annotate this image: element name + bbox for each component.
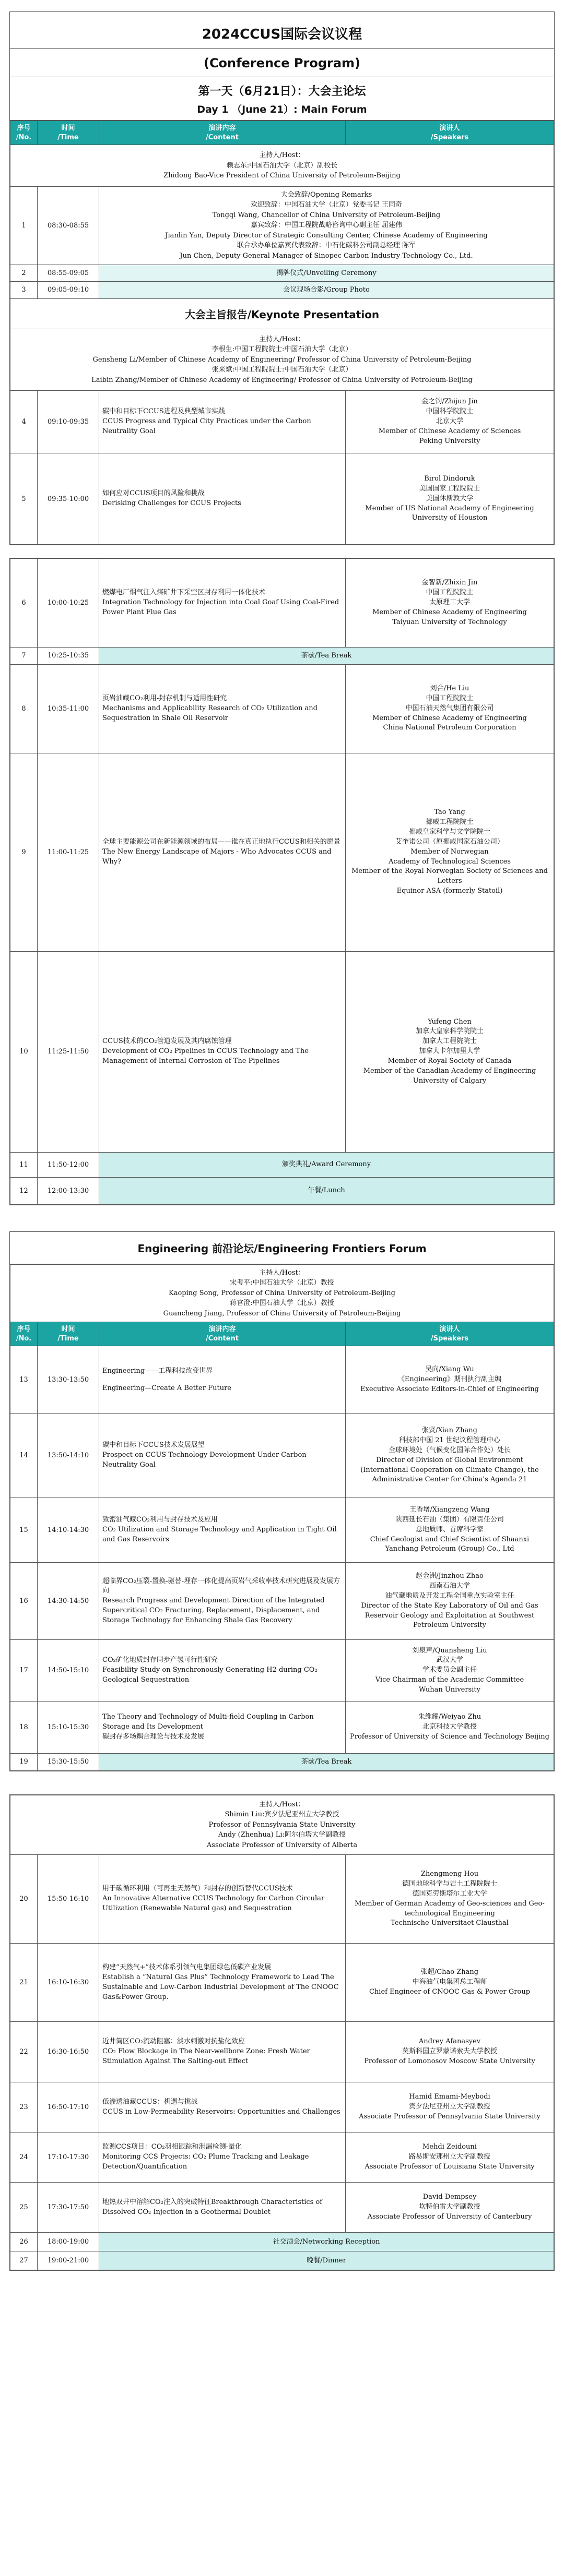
- row-time: 16:10-16:30: [38, 1944, 99, 2022]
- row-number: 27: [10, 2251, 38, 2270]
- day-subtitle: Day 1 （June 21）: Main Forum: [10, 101, 554, 121]
- row-time: 11:25-11:50: [38, 951, 99, 1152]
- row-number: 11: [10, 1152, 38, 1177]
- row-number: 4: [10, 391, 38, 453]
- row-time: 08:30-08:55: [38, 186, 99, 265]
- row-number: 7: [10, 648, 38, 665]
- table-row: [10, 186, 554, 265]
- talk-content: CO₂矿化地质封存同步产氢可行性研究 Feasibility Study on Synchronously Generating H2 during CO₂ Geological Sequestration: [99, 1640, 346, 1702]
- row-number: 25: [10, 2183, 38, 2233]
- table-row: [10, 1944, 554, 2022]
- host-row: [10, 1795, 554, 1855]
- row-number: 19: [10, 1754, 38, 1771]
- award-ceremony-cell: 颁奖典礼/Award Ceremony: [99, 1152, 554, 1177]
- row-time: 10:00-10:25: [38, 559, 99, 648]
- talk-content: 近井筒区CO₂流动阻塞：淡水刺激对抗盐化效应 CO₂ Flow Blockage in The Near-wellbore Zone: Fresh Water Stimulation Against The Salting-out Effect: [99, 2022, 346, 2082]
- event-cell: 揭牌仪式/Unveiling Ceremony: [99, 265, 554, 282]
- row-time: 14:30-14:50: [38, 1563, 99, 1640]
- talk-speaker: Andrey Afanasyev 莫斯科国立罗蒙诺索夫大学教授 Professor of Lomonosov Moscow State University: [346, 2022, 554, 2082]
- page-title: 2024CCUS国际会议议程: [10, 12, 554, 49]
- table-header-row: [10, 121, 554, 145]
- table-row: [10, 1152, 554, 1177]
- talk-speaker: David Dempsey 坎特伯雷大学副教授 Associate Professor of University of Canterbury: [346, 2183, 554, 2233]
- table-row: [10, 1177, 554, 1204]
- talk-speaker: Hamid Emami-Meybodi 宾夕法尼亚州立大学副教授 Associate Professor of Pennsylvania State University: [346, 2082, 554, 2132]
- talk-speaker: 吴向/Xiang Wu 《Engineering》期刊执行副主编 Executive Associate Editors-in-Chief of Engineering: [346, 1346, 554, 1414]
- row-number: 6: [10, 559, 38, 648]
- talk-content: Engineering——工程科技改变世界 Engineering—Create A Better Future: [99, 1346, 346, 1414]
- program-block-main: [9, 11, 555, 545]
- column-header-time: 时间 /Time: [38, 1322, 99, 1346]
- table-row: [10, 664, 554, 753]
- table-row: [10, 951, 554, 1152]
- talk-content: 碳中和目标下CCUS技术发展展望 Prospect on CCUS Technology Development Under Carbon Neutrality Goal: [99, 1414, 346, 1497]
- row-time: 19:00-21:00: [38, 2251, 99, 2270]
- table-row: [10, 265, 554, 282]
- row-time: 13:30-13:50: [38, 1346, 99, 1414]
- row-number: 14: [10, 1414, 38, 1497]
- column-header-time: 时间 /Time: [38, 121, 99, 145]
- host-row: [10, 1264, 554, 1322]
- talk-content: 碳中和目标下CCUS进程及典型城市实践 CCUS Progress and Typical City Practices under the Carbon Neutrality Goal: [99, 391, 346, 453]
- row-time: 16:50-17:10: [38, 2082, 99, 2132]
- row-time: 14:10-14:30: [38, 1497, 99, 1563]
- row-time: 09:35-10:00: [38, 453, 99, 545]
- table-row: [10, 1497, 554, 1563]
- row-number: 10: [10, 951, 38, 1152]
- talk-speaker: 赵金洲/Jinzhou Zhao 西南石油大学 油气藏地质及开发工程全国重点实验室主任 Director of the State Key Laboratory of Oil and Gas Reservoir Geology and Exploitation at Southwest Petroleum University: [346, 1563, 554, 1640]
- talk-content: 页岩油藏CO₂利用-封存机制与适用性研究 Mechanisms and Applicability Research of CO₂ Utilization and Sequestration in Shale Oil Reservoir: [99, 664, 346, 753]
- talk-content: 用于碳循环利用（可再生天然气）和封存的创新替代CCUS技术 An Innovative Alternative CCUS Technology for Carbon Circular Utilization (Renewable Natural gas) and Sequestration: [99, 1855, 346, 1944]
- schedule-table-2: [10, 558, 554, 1205]
- row-number: 2: [10, 265, 38, 282]
- talk-speaker: Mehdi Zeidouni 路易斯安那州立大学副教授 Associate Professor of Louisiana State University: [346, 2132, 554, 2183]
- table-row: [10, 559, 554, 648]
- row-number: 24: [10, 2132, 38, 2183]
- program-block-frontier: [9, 1231, 555, 1771]
- dinner-cell: 晚餐/Dinner: [99, 2251, 554, 2270]
- lunch-cell: 午餐/Lunch: [99, 1177, 554, 1204]
- row-time: 15:30-15:50: [38, 1754, 99, 1771]
- column-header-content: 演讲内容 /Content: [99, 1322, 346, 1346]
- table-row: [10, 1754, 554, 1771]
- row-number: 1: [10, 186, 38, 265]
- row-number: 26: [10, 2233, 38, 2251]
- talk-content: CCUS技术的CO₂管道发展及其内腐蚀管理 Development of CO₂ Pipelines in CCUS Technology and The Management of Internal Corrosion of The Pipelines: [99, 951, 346, 1152]
- talk-speaker: 金之钧/Zhijun Jin 中国科学院院士 北京大学 Member of Chinese Academy of Sciences Peking University: [346, 391, 554, 453]
- table-row: [10, 648, 554, 665]
- row-time: 18:00-19:00: [38, 2233, 99, 2251]
- talk-content: 致密油气藏CO₂利用与封存技术及应用 CO₂ Utilization and Storage Technology and Application in Tight Oil and Gas Reservoirs: [99, 1497, 346, 1563]
- row-number: 23: [10, 2082, 38, 2132]
- table-row: [10, 2082, 554, 2132]
- table-row: [10, 1855, 554, 1944]
- talk-speaker: Tao Yang 挪威工程院院士 挪威皇家科学与文学院院士 艾奎诺公司（原挪威国家石油公司） Member of Norwegian Academy of Technological Sciences Member of the Royal Norwegian Society of Sciences and Letters Equinor ASA (formerly Statoil): [346, 753, 554, 951]
- day-title: 第一天（6月21日）：大会主论坛: [198, 85, 366, 98]
- keynote-section-title: 大会主旨报告/Keynote Presentation: [10, 298, 554, 329]
- talk-speaker: 王香增/Xiangzeng Wang 陕西延长石油（集团）有限责任公司 总地质师、首席科学家 Chief Geologist and Chief Scientist of Shaanxi Yanchang Petroleum (Group) Co., Ltd: [346, 1497, 554, 1563]
- talk-content: 如何应对CCUS项目的风险和挑战 Derisking Challenges for CCUS Projects: [99, 453, 346, 545]
- talk-speaker: 张贤/Xian Zhang 科技部中国 21 世纪议程管理中心 全球环境处（气候变化国际合作处）处长 Director of Division of Global Environment (International Cooperation on Climate Change), the Administrative Center for China's Agenda 21: [346, 1414, 554, 1497]
- table-row: [10, 2022, 554, 2082]
- table-row: [10, 753, 554, 951]
- table-row: [10, 1563, 554, 1640]
- talk-speaker: 刘合/He Liu 中国工程院院士 中国石油天然气集团有限公司 Member of Chinese Academy of Engineering China National Petroleum Corporation: [346, 664, 554, 753]
- table-row: [10, 391, 554, 453]
- table-row: [10, 2233, 554, 2251]
- program-page: [0, 11, 564, 2283]
- row-time: 12:00-13:30: [38, 1177, 99, 1204]
- talk-content: 监测CCS项目：CO₂羽相跟踪和泄漏检测-量化 Monitoring CCS Projects: CO₂ Plume Tracking and Leakage Detection/Quantification: [99, 2132, 346, 2183]
- table-row: [10, 2251, 554, 2270]
- program-block-keynote-cont: [9, 558, 555, 1205]
- table-row: [10, 453, 554, 545]
- row-number: 3: [10, 282, 38, 299]
- row-number: 8: [10, 664, 38, 753]
- talk-speaker: 朱维耀/Weiyao Zhu 北京科技大学教授 Professor of University of Science and Technology Beijing: [346, 1702, 554, 1754]
- talk-speaker: 刘泉声/Quansheng Liu 武汉大学 学术委员会副主任 Vice Chairman of the Academic Committee Wuhan University: [346, 1640, 554, 1702]
- row-time: 08:55-09:05: [38, 265, 99, 282]
- table-row: [10, 282, 554, 299]
- row-time: 11:50-12:00: [38, 1152, 99, 1177]
- row-time: 13:50-14:10: [38, 1414, 99, 1497]
- row-time: 10:35-11:00: [38, 664, 99, 753]
- column-header-no: 序号 /No.: [10, 121, 38, 145]
- talk-content: The Theory and Technology of Multi-field Coupling in Carbon Storage and Its Development 碳封存多场耦合理论与技术及发展: [99, 1702, 346, 1754]
- row-time: 09:05-09:10: [38, 282, 99, 299]
- host-cell: 主持人/Host： 赖志东:中国石油大学（北京）副校长 Zhidong Bao-Vice President of China University of Petroleum-Beijing: [10, 145, 554, 187]
- table-row: [10, 1346, 554, 1414]
- row-time: 17:30-17:50: [38, 2183, 99, 2233]
- row-number: 16: [10, 1563, 38, 1640]
- talk-speaker: 张超/Chao Zhang 中海油气电集团总工程师 Chief Engineer of CNOOC Gas & Power Group: [346, 1944, 554, 2022]
- row-time: 14:50-15:10: [38, 1640, 99, 1702]
- row-time: 17:10-17:30: [38, 2132, 99, 2183]
- row-number: 17: [10, 1640, 38, 1702]
- talk-content: 地热双井中溶解CO₂注入的突破特征Breakthrough Characteristics of Dissolved CO₂ Injection in a Geothermal Doublet: [99, 2183, 346, 2233]
- row-number: 20: [10, 1855, 38, 1944]
- row-number: 18: [10, 1702, 38, 1754]
- row-number: 5: [10, 453, 38, 545]
- column-header-speaker: 演讲人 /Speakers: [346, 121, 554, 145]
- row-time: 09:10-09:35: [38, 391, 99, 453]
- talk-speaker: Zhengmeng Hou 德国地球科学与岩土工程院院士 德国克劳斯塔尔工业大学 Member of German Academy of Geo-sciences and Geo-technological Engineering Technische Universitaet Clausthal: [346, 1855, 554, 1944]
- schedule-table-4: [10, 1795, 554, 2271]
- column-header-no: 序号 /No.: [10, 1322, 38, 1346]
- row-time: 11:00-11:25: [38, 753, 99, 951]
- row-time: 15:10-15:30: [38, 1702, 99, 1754]
- event-cell: 会议现场合影/Group Photo: [99, 282, 554, 299]
- schedule-table-3: [10, 1264, 554, 1771]
- host-cell: 主持人/Host： Shimin Liu:宾夕法尼亚州立大学教授 Professor of Pennsylvania State University Andy (Zhenhua) Li:阿尔伯塔大学副教授 Associate Professor of University of Alberta: [10, 1795, 554, 1855]
- section-header-row: [10, 298, 554, 329]
- program-block-afternoon: [9, 1794, 555, 2271]
- talk-content: 全球主要能源公司在新能源领域的布局——谁在真正地执行CCUS和相关的愿景 The New Energy Landscape of Majors - Who Advocates CCUS and Why?: [99, 753, 346, 951]
- frontier-section-title: Engineering 前沿论坛/Engineering Frontiers Forum: [10, 1232, 554, 1264]
- row-number: 12: [10, 1177, 38, 1204]
- row-number: 21: [10, 1944, 38, 2022]
- table-row: [10, 2183, 554, 2233]
- talk-content: 构建“天然气+”技术体系引领气电集团绿色低碳产业发展 Establish a “Natural Gas Plus” Technology Framework to Lead The Sustainable and Low-Carbon Industrial Development of The CNOOC Gas&Power Group.: [99, 1944, 346, 2022]
- row-time: 10:25-10:35: [38, 648, 99, 665]
- talk-speaker: 金智新/Zhixin Jin 中国工程院院士 太原理工大学 Member of Chinese Academy of Engineering Taiyuan University of Technology: [346, 559, 554, 648]
- talk-content: 超临界CO₂压裂-置换-驱替-埋存一体化提高页岩气采收率技术研究进展及发展方向 Research Progress and Development Direction of the Integrated Supercritical CO₂ Fracturing, Replacement, Displacement, and Storage Technology for Enhancing Shale Gas Recovery: [99, 1563, 346, 1640]
- reception-cell: 社交酒会/Networking Reception: [99, 2233, 554, 2251]
- host-row: [10, 329, 554, 391]
- row-time: 15:50-16:10: [38, 1855, 99, 1944]
- tea-break-cell: 茶歇/Tea Break: [99, 1754, 554, 1771]
- row-time: 16:30-16:50: [38, 2022, 99, 2082]
- page-subtitle: (Conference Program): [10, 49, 554, 77]
- table-row: [10, 1702, 554, 1754]
- row-number: 15: [10, 1497, 38, 1563]
- column-header-speaker: 演讲人 /Speakers: [346, 1322, 554, 1346]
- talk-speaker: Yufeng Chen 加拿大皇家科学院院士 加拿大工程院院士 加拿大卡尔加里大学 Member of Royal Society of Canada Member of the Canadian Academy of Engineering University of Calgary: [346, 951, 554, 1152]
- row-number: 13: [10, 1346, 38, 1414]
- talk-content: 低渗透油藏CCUS：机遇与挑战 CCUS in Low-Permeability Reservoirs: Opportunities and Challenges: [99, 2082, 346, 2132]
- host-cell: 主持人/Host： 李根生:中国工程院院士:中国石油大学（北京） Gensheng Li/Member of Chinese Academy of Engineering/ Professor of China University of Petroleum-Beijing 张来斌:中国工程院院士:中国石油大学（北京） Laibin Zhang/Member of Chinese Academy of Engineering/ Professor of China University of Petroleum-Beijing: [10, 329, 554, 391]
- schedule-table-1: [10, 121, 554, 545]
- host-row: [10, 145, 554, 187]
- tea-break-cell: 茶歇/Tea Break: [99, 648, 554, 665]
- opening-remarks-cell: 大会致辞/Opening Remarks 欢迎致辞：中国石油大学（北京）党委书记 王同奇 Tongqi Wang, Chancellor of China University of Petroleum-Beijing 嘉宾致辞：中国工程院战略咨询中心副主任 屈建伟 Jianlin Yan, Deputy Director of Strategic Consulting Center, Chinese Academy of Engineering 联合承办单位嘉宾代表致辞：中石化碳科公司副总经理 陈军 Jun Chen, Deputy General Manager of Sinopec Carbon Industry Technology Co., Ltd.: [99, 186, 554, 265]
- table-header-row: [10, 1322, 554, 1346]
- row-number: 9: [10, 753, 38, 951]
- table-row: [10, 2132, 554, 2183]
- table-row: [10, 1640, 554, 1702]
- column-header-content: 演讲内容 /Content: [99, 121, 346, 145]
- talk-content: 燃煤电厂烟气注入煤矿井下采空区封存利用一体化技术 Integration Technology for Injection into Coal Goaf Using Coal-Fired Power Plant Flue Gas: [99, 559, 346, 648]
- host-cell: 主持人/Host： 宋考平:中国石油大学（北京）教授 Kaoping Song, Professor of China University of Petroleum-Beijing 蒋官澄:中国石油大学（北京）教授 Guancheng Jiang, Professor of China University of Petroleum-Beijing: [10, 1264, 554, 1322]
- table-row: [10, 1414, 554, 1497]
- row-number: 22: [10, 2022, 38, 2082]
- talk-speaker: Birol Dindoruk 美国国家工程院院士 美国休斯敦大学 Member of US National Academy of Engineering University of Houston: [346, 453, 554, 545]
